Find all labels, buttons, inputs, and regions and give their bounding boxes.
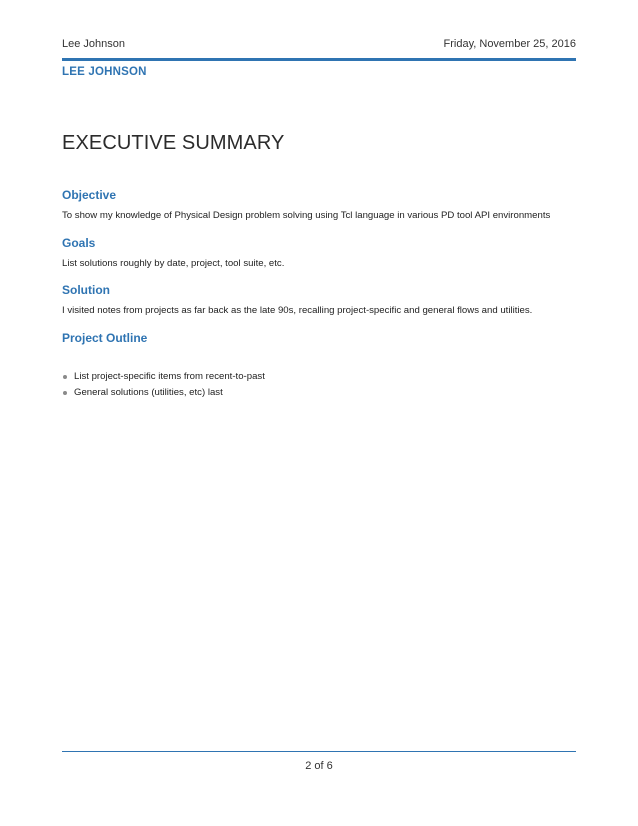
page-title: EXECUTIVE SUMMARY [62,132,285,154]
project-outline-list [62,369,265,401]
section-heading-project-outline: Project Outline [62,331,148,345]
list-item-text: General solutions (utilities, etc) last [74,387,223,398]
list-item [62,369,265,385]
section-heading-solution: Solution [62,283,110,297]
section-heading-goals: Goals [62,236,96,250]
header-date: Friday, November 25, 2016 [443,38,576,50]
page-header [62,36,576,52]
list-item [62,385,265,401]
section-body-objective: To show my knowledge of Physical Design problem solving using Tcl language in various PD tool API environments [62,210,551,221]
footer-divider [62,751,576,752]
section-solution [62,283,576,316]
bullet-icon [63,391,67,395]
bullet-icon [63,375,67,379]
author-heading: LEE JOHNSON [62,66,147,78]
page-number: 2 of 6 [305,760,333,772]
header-divider [62,58,576,61]
section-project-outline [62,331,576,345]
section-heading-objective: Objective [62,188,117,202]
header-author: Lee Johnson [62,38,125,50]
section-body-solution: I visited notes from projects as far back as the late 90s, recalling project-specific and general flows and utilities. [62,305,533,316]
section-body-goals: List solutions roughly by date, project, tool suite, etc. [62,258,285,269]
list-item-text: List project-specific items from recent-to-past [74,371,265,382]
section-goals [62,236,576,269]
section-objective [62,188,576,221]
